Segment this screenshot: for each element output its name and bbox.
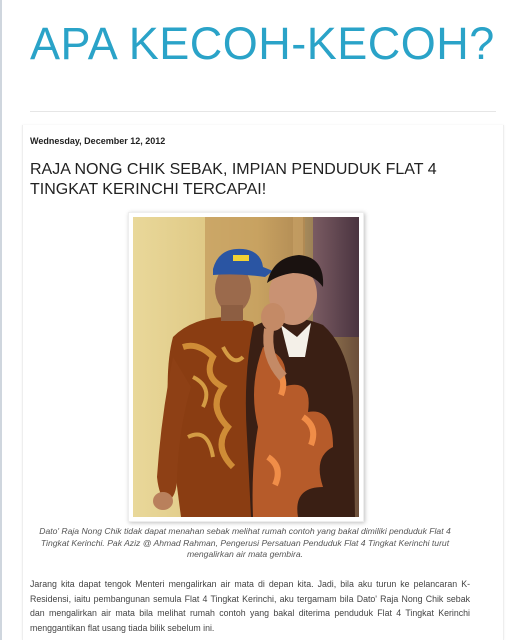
header-divider [30,111,496,112]
blog-header [20,12,510,76]
image-caption: Dato' Raja Nong Chik tidak dapat menahan sebak melihat rumah contoh yang bakal dimiliki penduduk Flat 4 Tingkat Kerinchi. Pak Aziz @ Ahmad Rahman, Pengerusi Persatuan Penduduk Flat 4 Tingkat Kerinchi turut mengalirkan air mata gembira. [39,526,451,559]
post-date: Wednesday, December 12, 2012 [30,136,166,146]
post-image-frame[interactable] [128,212,364,522]
post-title[interactable]: RAJA NONG CHIK SEBAK, IMPIAN PENDUDUK FLAT 4 TINGKAT KERINCHI TERCAPAI! [30,161,437,198]
blog-title-link[interactable]: APA KECOH-KECOH? [30,18,495,69]
post-image[interactable] [133,217,359,517]
post-body: Jarang kita dapat tengok Menteri mengalirkan air mata di depan kita. Jadi, bila aku turun ke pelancaran K-Residensi, iaitu pembangunan semula Flat 4 Tingkat Kerinchi, aku tergamam bila Dato' Raja Nong Chik sebak dan mengalirkan air mata bila melihat rumah contoh yang bakal diterima penduduk Flat 4 Tingkat Kerinchi menggantikan flat usang tiada bilik sebelum ini. [30,579,470,633]
page-left-border [0,0,2,640]
